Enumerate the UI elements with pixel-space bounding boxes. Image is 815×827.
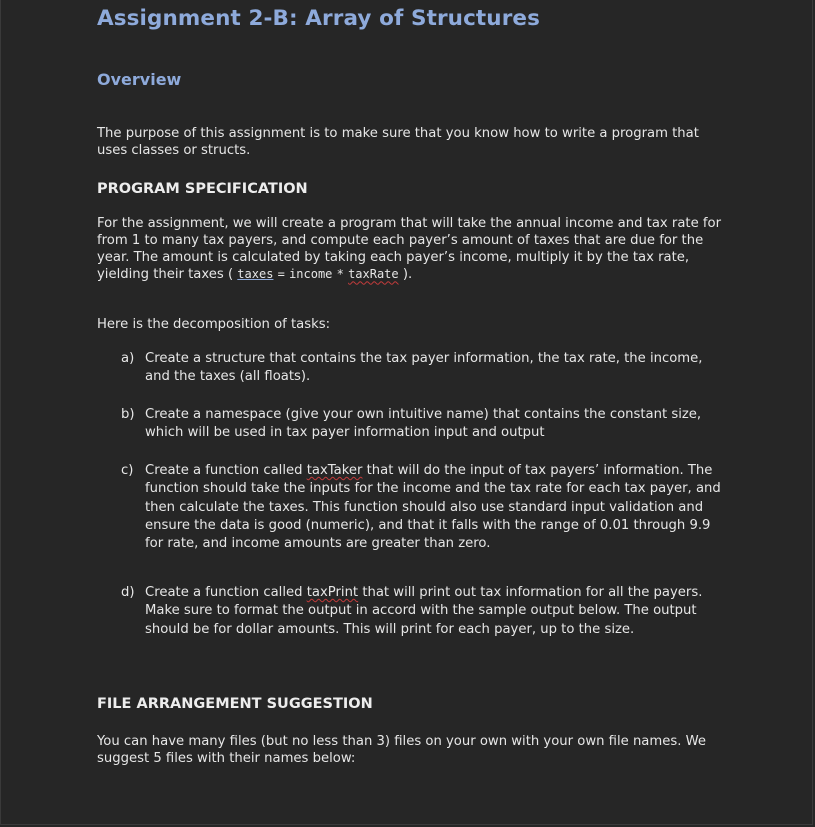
program-spec-paragraph <box>97 216 727 284</box>
task-item-b <box>121 406 721 443</box>
task-text-before: Create a function called <box>145 463 303 478</box>
function-name-taxtaker: taxTaker <box>306 463 363 478</box>
overview-heading: Overview <box>97 70 182 89</box>
task-marker: c) <box>121 463 134 478</box>
function-name-taxprint: taxPrint <box>306 585 359 600</box>
task-item-d <box>121 584 721 639</box>
task-item-c <box>121 462 721 553</box>
overview-paragraph: The purpose of this assignment is to make sure that you know how to write a program that uses classes or structs. <box>97 126 699 159</box>
file-arrangement-heading: FILE ARRANGEMENT SUGGESTION <box>97 696 373 712</box>
formula-open: ( <box>223 267 238 283</box>
file-arrangement-paragraph: You can have many files (but no less than 3) files on your own with your own file names. We suggest 5 files with their names below: <box>97 734 706 767</box>
task-marker: a) <box>121 351 135 366</box>
task-marker: d) <box>121 585 135 600</box>
document-title: Assignment 2-B: Array of Structures <box>97 6 540 31</box>
task-text-after: that will do the input of tax payers’ information. The function should take the inputs for the income and the tax rate for each tax payer, and then calculate the taxes. This function should also use standard input validation and ensure the data is good (numeric), and that it falls with the range of 0.01 through 9.9 for rate, and income amounts are greater than zero. <box>145 463 721 552</box>
program-spec-heading: PROGRAM SPECIFICATION <box>97 181 308 197</box>
task-text: Create a namespace (give your own intuitive name) that contains the constant size, which will be used in tax payer information input and output <box>145 407 702 441</box>
spec-text: For the assignment, we will create a program that will take the annual income and tax rate for from 1 to many tax payers, and compute each payer’s amount of taxes that are due for the year. The amount is calculated by taking each payer’s income, multiply it by the tax rate, yielding their taxes <box>97 216 722 283</box>
task-text <box>145 584 721 639</box>
task-item-a <box>121 350 721 387</box>
task-text-before: Create a function called <box>145 585 303 600</box>
formula-taxes: taxes <box>237 267 274 282</box>
formula-equals: = <box>277 267 285 282</box>
formula-taxrate: taxRate <box>348 267 399 282</box>
formula-close: ). <box>402 267 413 283</box>
task-marker: b) <box>121 407 135 422</box>
formula-income: income <box>289 267 333 282</box>
task-text: Create a structure that contains the tax payer information, the tax rate, the income, and the taxes (all floats). <box>145 351 703 385</box>
formula-times: * <box>336 267 344 282</box>
task-text-after: that will print out tax information for all the payers. Make sure to format the output in accord with the sample output below. The output should be for dollar amounts. This will print for each payer, up to the size. <box>145 585 703 637</box>
decomposition-intro: Here is the decomposition of tasks: <box>97 317 331 332</box>
task-text <box>145 462 721 553</box>
